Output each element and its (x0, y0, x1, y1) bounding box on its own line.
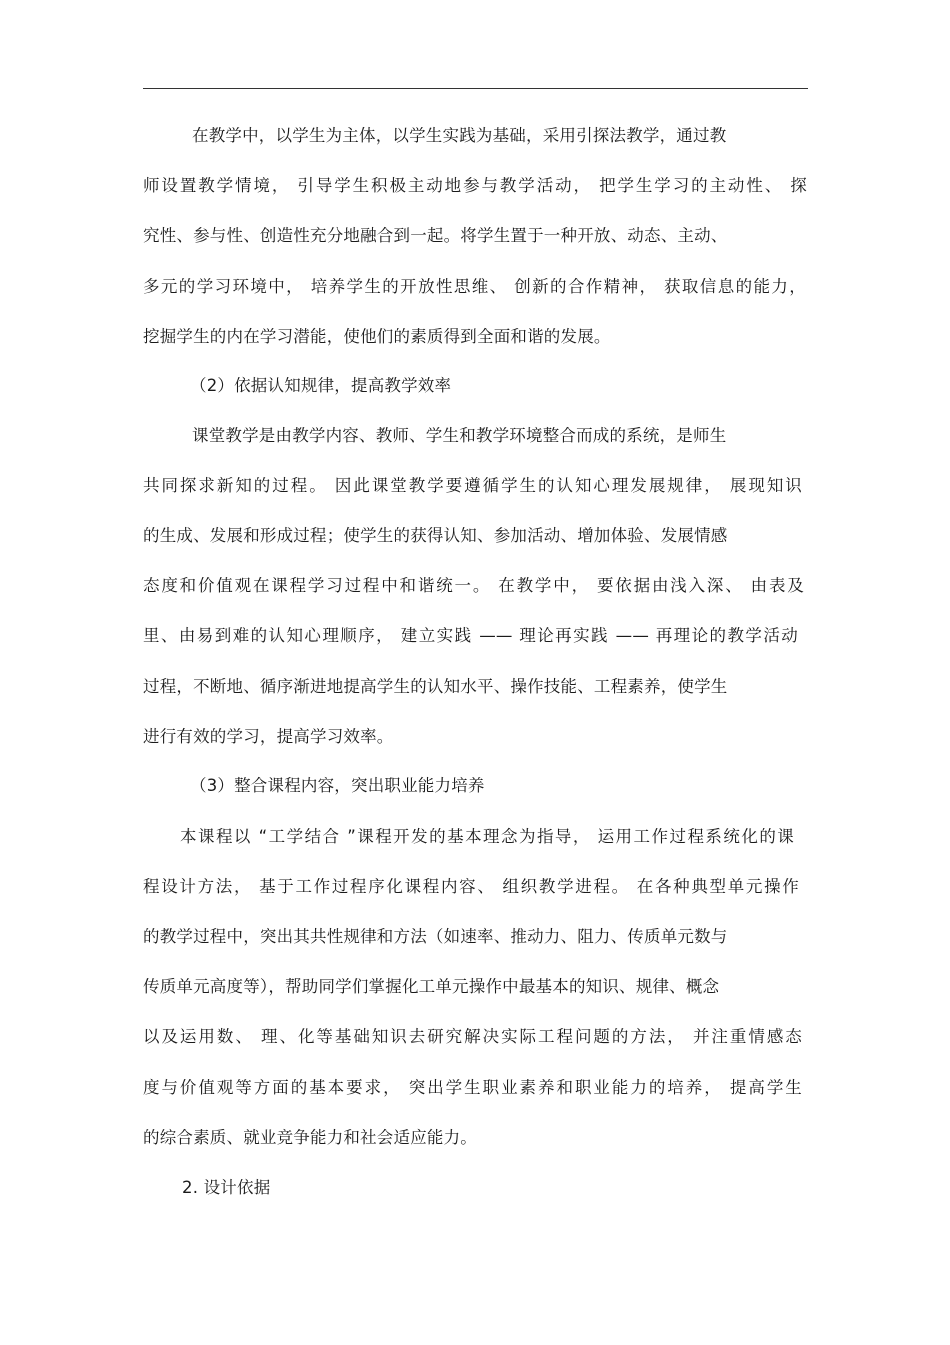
paragraph-line: 多元的学习环境中， 培养学生的开放性思维、 创新的合作精神， 获取信息的能力， (143, 277, 806, 296)
paragraph-line: 进行有效的学习，提高学习效率。 (143, 727, 394, 746)
paragraph-line: 师设置教学情境， 引导学生积极主动地参与教学活动， 把学生学习的主动性、 探 (143, 176, 807, 195)
paragraph-line: 本课程以 “工学结合 ”课程开发的基本理念为指导， 运用工作过程系统化的课 (180, 827, 794, 846)
paragraph-line: 程设计方法， 基于工作过程序化课程内容、 组织教学进程。 在各种典型单元操作 (143, 877, 799, 896)
header-rule (143, 88, 808, 89)
paragraph-line: 过程，不断地、循序渐进地提高学生的认知水平、操作技能、工程素养，使学生 (143, 677, 728, 696)
paragraph-line: 的生成、发展和形成过程；使学生的获得认知、参加活动、增加体验、发展情感 (143, 526, 728, 545)
paragraph-line: 的教学过程中，突出其共性规律和方法（如速率、推动力、阻力、传质单元数与 (143, 927, 728, 946)
paragraph-line: 挖掘学生的内在学习潜能，使他们的素质得到全面和谐的发展。 (143, 327, 611, 346)
section-heading: （3）整合课程内容，突出职业能力培养 (190, 776, 485, 795)
paragraph-line: 度与价值观等方面的基本要求， 突出学生职业素养和职业能力的培养， 提高学生 (143, 1078, 802, 1097)
paragraph-line: 在教学中，以学生为主体，以学生实践为基础，采用引探法教学，通过教 (192, 126, 727, 145)
paragraph-line: 传质单元高度等），帮助同学们掌握化工单元操作中最基本的知识、规律、概念 (143, 977, 720, 996)
paragraph-line: 以及运用数、 理、化等基础知识去研究解决实际工程问题的方法， 并注重情感态 (143, 1027, 802, 1046)
paragraph-line: 态度和价值观在课程学习过程中和谐统一。 在教学中， 要依据由浅入深、 由表及 (143, 576, 804, 595)
paragraph-line: 共同探求新知的过程。 因此课堂教学要遵循学生的认知心理发展规律， 展现知识 (143, 476, 802, 495)
section-heading: （2）依据认知规律，提高教学效率 (190, 376, 452, 395)
paragraph-line: 课堂教学是由教学内容、教师、学生和教学环境整合而成的系统，是师生 (192, 426, 727, 445)
paragraph-line: 里、由易到难的认知心理顺序， 建立实践 —— 理论再实践 —— 再理论的教学活动 (143, 626, 798, 645)
paragraph-line: 究性、参与性、创造性充分地融合到一起。将学生置于一种开放、动态、主动、 (143, 226, 728, 245)
section-heading: 2. 设计依据 (182, 1178, 271, 1197)
paragraph-line: 的综合素质、就业竞争能力和社会适应能力。 (143, 1128, 477, 1147)
